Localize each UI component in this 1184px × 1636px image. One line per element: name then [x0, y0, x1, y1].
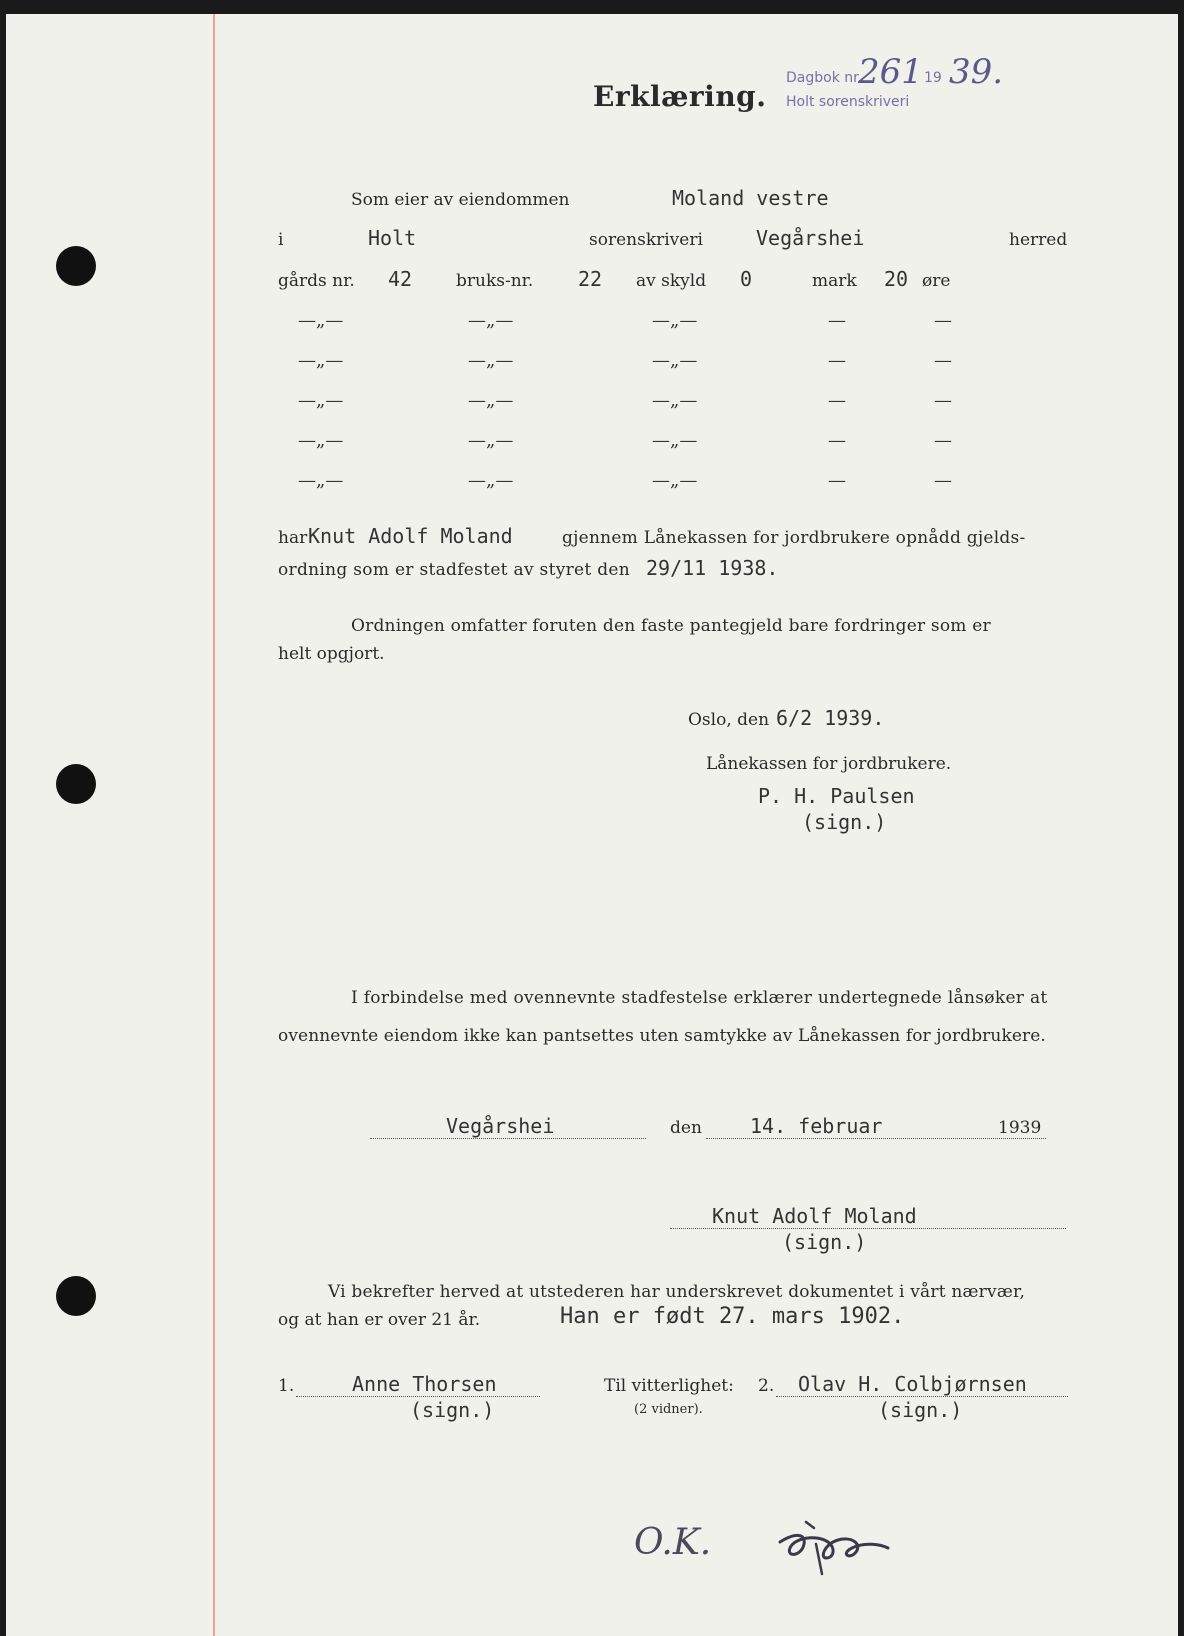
declaration-year: 1939 [998, 1118, 1042, 1138]
den-label: den [670, 1118, 702, 1138]
ditto-mark: —„— [652, 470, 698, 491]
ditto-mark: —„— [298, 470, 344, 491]
issuer-place-prefix: Oslo, den [688, 710, 770, 730]
ditto-mark: —„— [652, 430, 698, 451]
body-line1: gjennem Lånekassen for jordbrukere opnådd gjelds- [562, 528, 1026, 548]
declaration-date: 14. februar [750, 1114, 883, 1138]
document-page [6, 14, 1178, 1636]
issuer-org: Lånekassen for jordbrukere. [706, 754, 952, 774]
dash-mark: — [934, 470, 952, 491]
witness-line1: Vi bekrefter herved at utstederen har underskrevet dokumentet i vårt nærvær, [328, 1282, 1026, 1302]
ditto-mark: —„— [298, 390, 344, 411]
skyld-ore: 20 [884, 267, 909, 291]
har-label: har [278, 528, 308, 548]
ditto-mark: —„— [468, 390, 514, 411]
para2-line1: Ordningen omfatter foruten den faste pantegjeld bare fordringer som er [351, 616, 991, 636]
sorenskriveri-label: sorenskriveri [589, 230, 703, 250]
dash-mark: — [828, 390, 846, 411]
declaration-line2: ovennevnte eiendom ikke kan pantsettes uten samtykke av Lånekassen for jordbrukere. [278, 1026, 1046, 1046]
dagbok-year: 39. [949, 52, 1004, 92]
ditto-mark: —„— [468, 430, 514, 451]
ditto-mark: —„— [652, 390, 698, 411]
punch-hole [56, 1276, 96, 1316]
punch-hole [56, 246, 96, 286]
witness1-name: Anne Thorsen [352, 1372, 497, 1396]
punch-hole [56, 764, 96, 804]
body-line2: ordning som er stadfestet av styret den [278, 560, 631, 580]
date-line [706, 1138, 1046, 1139]
witness-num1: 1. [278, 1376, 295, 1396]
dagbok-number: 261 [858, 52, 923, 92]
declaration-signed: (sign.) [782, 1230, 867, 1254]
para2-line2: helt opgjort. [278, 644, 385, 664]
ditto-mark: —„— [298, 310, 344, 331]
mark-label: mark [812, 271, 857, 291]
ditto-mark: —„— [652, 350, 698, 371]
municipality: Vegårshei [756, 226, 865, 250]
dagbok-year-prefix: 19 [924, 70, 942, 86]
dash-mark: — [934, 430, 952, 451]
signature-line [670, 1228, 1066, 1229]
office-stamp: Holt sorenskriveri [786, 94, 910, 110]
dagbok-stamp-label: Dagbok nr. [786, 70, 863, 86]
witness2-line [776, 1396, 1068, 1397]
declaration-place: Vegårshei [446, 1114, 555, 1138]
declaration-line1: I forbindelse med ovennevnte stadfestelse erklærer undertegnede lånsøker at [351, 988, 1048, 1008]
issuer-date: 6/2 1939. [776, 706, 885, 730]
born-date: Han er født 27. mars 1902. [560, 1304, 905, 1329]
vidner-label: (2 vidner). [634, 1402, 703, 1417]
ditto-mark: —„— [468, 310, 514, 331]
dash-mark: — [934, 350, 952, 371]
ok-mark: O.K. [634, 1522, 712, 1563]
dash-mark: — [934, 310, 952, 331]
dash-mark: — [828, 470, 846, 491]
ditto-mark: —„— [468, 470, 514, 491]
owner-name: Knut Adolf Moland [308, 524, 513, 548]
witness1-line [296, 1396, 540, 1397]
stadfestet-date: 29/11 1938. [646, 556, 779, 580]
gards-nr: 42 [388, 267, 413, 291]
witness2-name: Olav H. Colbjørnsen [798, 1372, 1027, 1396]
ditto-mark: —„— [298, 350, 344, 371]
issuer-signer: P. H. Paulsen [758, 784, 915, 808]
initials-signature [776, 1514, 896, 1584]
dash-mark: — [828, 430, 846, 451]
witness2-signed: (sign.) [878, 1398, 963, 1422]
document-title: Erklæring. [593, 80, 767, 113]
witness1-signed: (sign.) [410, 1398, 495, 1422]
bruks-label: bruks-nr. [456, 271, 534, 291]
witness-line2: og at han er over 21 år. [278, 1310, 481, 1330]
red-margin-line [213, 14, 215, 1636]
skyld-label: av skyld [636, 271, 707, 291]
ditto-mark: —„— [298, 430, 344, 451]
place-line [370, 1138, 646, 1139]
dash-mark: — [828, 350, 846, 371]
herred-label: herred [1009, 230, 1068, 250]
ditto-mark: —„— [468, 350, 514, 371]
property-intro: Som eier av eiendommen [351, 190, 570, 210]
declaration-signer: Knut Adolf Moland [712, 1204, 917, 1228]
dash-mark: — [828, 310, 846, 331]
witness-num2: 2. [758, 1376, 775, 1396]
issuer-signed: (sign.) [802, 810, 887, 834]
ore-label: øre [922, 271, 951, 291]
dash-mark: — [934, 390, 952, 411]
ditto-mark: —„— [652, 310, 698, 331]
bruks-nr: 22 [578, 267, 603, 291]
til-vitterlighet-label: Til vitterlighet: [604, 1376, 734, 1396]
district: Holt [368, 226, 417, 250]
property-name: Moland vestre [672, 186, 829, 210]
prep-i: i [278, 230, 284, 250]
gards-label: gårds nr. [278, 271, 355, 291]
skyld-mark: 0 [740, 267, 753, 291]
